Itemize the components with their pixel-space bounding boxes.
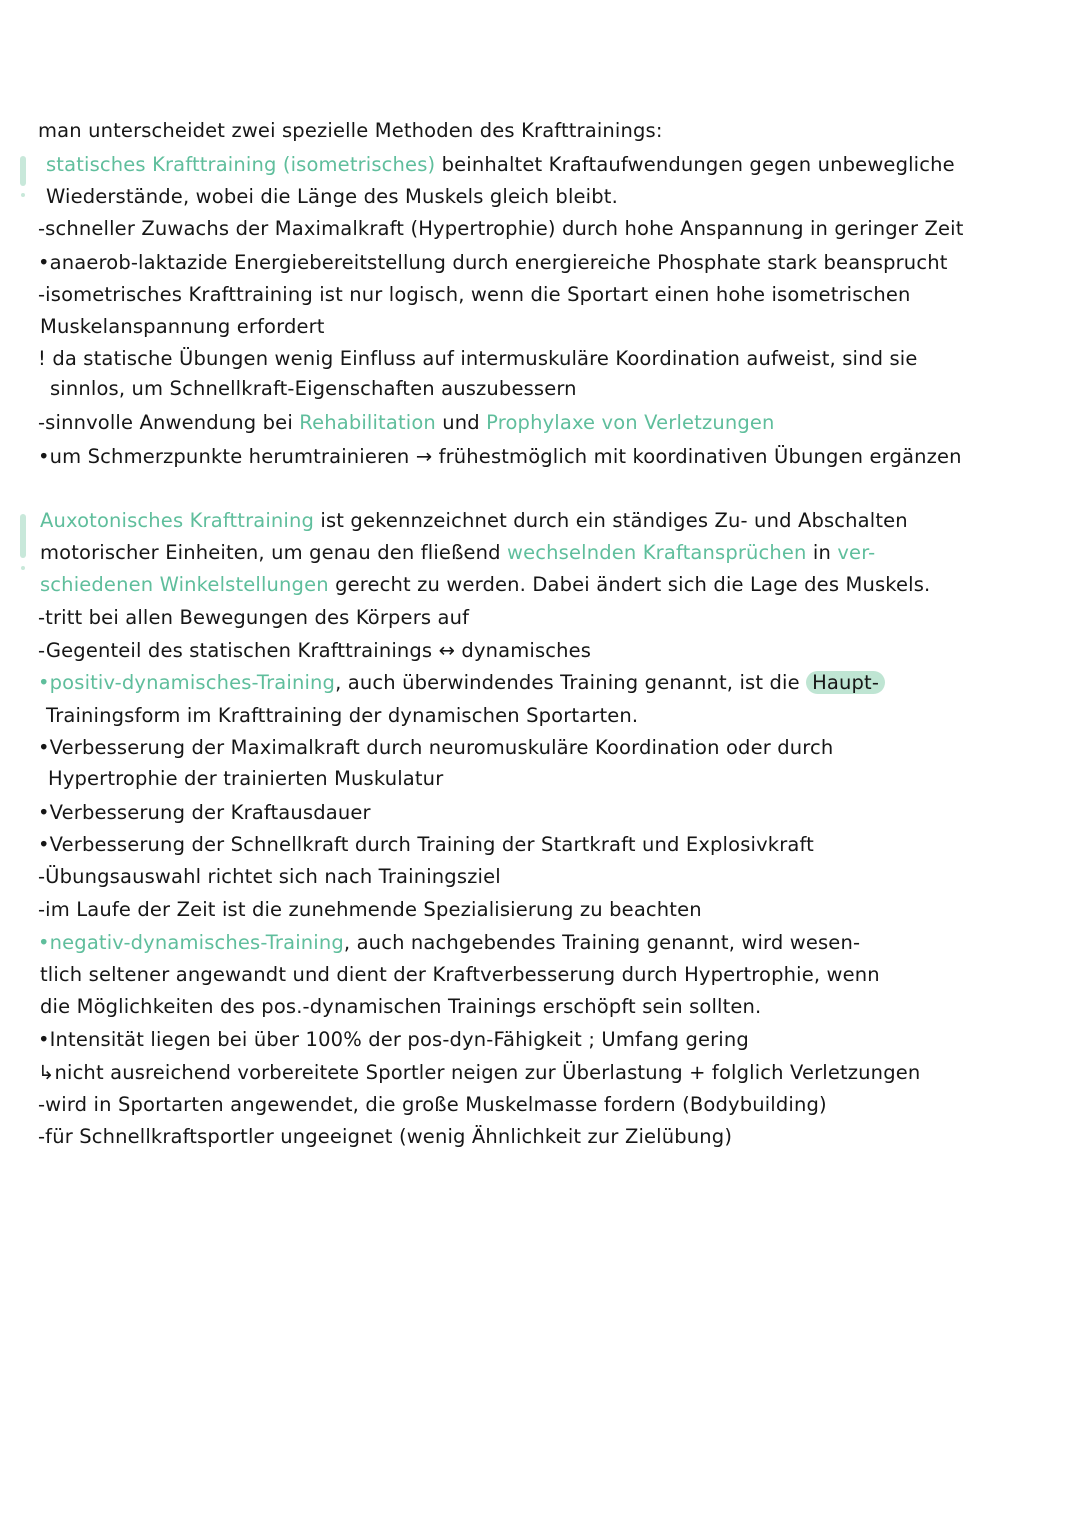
highlighted-term-main: Haupt-	[806, 671, 885, 694]
text: -im Laufe der Zeit ist die zunehmende Spezialisierung zu beachten	[38, 898, 702, 921]
term-angle-positions: ver-	[837, 541, 876, 564]
text: und	[435, 411, 487, 434]
text-line	[38, 1092, 827, 1118]
text: ↳nicht ausreichend vorbereitete Sportler neigen zur Überlastung + folglich Verletzungen	[38, 1061, 921, 1084]
text: •Verbesserung der Maximalkraft durch neuromuskuläre Koordination oder durch	[38, 736, 834, 759]
text-line	[38, 250, 948, 276]
text-line	[38, 832, 814, 858]
text-line	[38, 1027, 749, 1053]
term-changing-force-demands: wechselnden Kraftansprüchen	[507, 541, 807, 564]
text: beinhaltet Kraftaufwendungen gegen unbewegliche	[435, 153, 955, 176]
exclamation-dot-icon	[21, 566, 25, 570]
term-prophylaxis: Prophylaxe von Verletzungen	[486, 411, 775, 434]
text: -schneller Zuwachs der Maximalkraft (Hypertrophie) durch hohe Anspannung in geringer Zeit	[38, 217, 964, 240]
negative-dynamic-line	[38, 930, 860, 956]
text: •um Schmerzpunkte herumtrainieren → frühestmöglich mit koordinativen Übungen ergänzen	[38, 445, 962, 468]
auxotonic-definition-line	[40, 508, 908, 534]
text-line	[40, 994, 761, 1020]
text-line	[38, 282, 911, 308]
text: , auch überwindendes Training genannt, ist die	[335, 671, 807, 694]
text-line	[40, 962, 880, 988]
text-line	[38, 216, 964, 242]
term-rehabilitation: Rehabilitation	[299, 411, 436, 434]
text: Wiederstände, wobei die Länge des Muskels gleich bleibt.	[46, 185, 618, 208]
text-line	[46, 184, 618, 210]
text-line	[38, 897, 702, 923]
text: gerecht zu werden. Dabei ändert sich die Lage des Muskels.	[328, 573, 931, 596]
text: , auch nachgebendes Training genannt, wird wesen-	[343, 931, 861, 954]
text: motorischer Einheiten, um genau den fließend	[40, 541, 508, 564]
exclamation-mark-icon	[20, 156, 26, 186]
positive-dynamic-line	[38, 670, 885, 696]
text-line	[50, 376, 577, 402]
text-line	[38, 605, 469, 631]
text-line	[38, 1060, 920, 1086]
text: ! da statische Übungen wenig Einfluss auf intermuskuläre Koordination aufweist, sind sie	[38, 347, 918, 370]
text-line	[40, 540, 875, 566]
text-line	[46, 703, 638, 729]
text: •anaerob-laktazide Energiebereitstellung durch energiereiche Phosphate stark beansprucht	[38, 251, 948, 274]
text: tlich seltener angewandt und dient der Kraftverbesserung durch Hypertrophie, wenn	[40, 963, 880, 986]
text: •Verbesserung der Kraftausdauer	[38, 801, 371, 824]
term-angle-positions: schiedenen Winkelstellungen	[40, 573, 329, 596]
term-auxotonic-training: Auxotonisches Krafttraining	[40, 509, 315, 532]
text: -isometrisches Krafttraining ist nur logisch, wenn die Sportart einen hohe isometrischen	[38, 283, 911, 306]
text-line	[38, 1124, 732, 1150]
text: -wird in Sportarten angewendet, die große Muskelmasse fordern (Bodybuilding)	[38, 1093, 827, 1116]
text: Trainingsform im Krafttraining der dynamischen Sportarten.	[46, 704, 639, 727]
text: -für Schnellkraftsportler ungeeignet (wenig Ähnlichkeit zur Zielübung)	[38, 1125, 733, 1148]
text-line	[48, 766, 443, 792]
text-line	[38, 638, 591, 664]
text: •Intensität liegen bei über 100% der pos-dyn-Fähigkeit ; Umfang gering	[38, 1028, 749, 1051]
term-positive-dynamic-training: •positiv-dynamisches-Training	[38, 671, 336, 694]
text-line	[40, 572, 930, 598]
text: Muskelanspannung erfordert	[40, 315, 325, 338]
text: •Verbesserung der Schnellkraft durch Training der Startkraft und Explosivkraft	[38, 833, 814, 856]
text: -tritt bei allen Bewegungen des Körpers auf	[38, 606, 470, 629]
text: -Übungsauswahl richtet sich nach Trainingsziel	[38, 865, 501, 888]
term-negative-dynamic-training: •negativ-dynamisches-Training	[38, 931, 344, 954]
text: ist gekennzeichnet durch ein ständiges Zu- und Abschalten	[314, 509, 908, 532]
text: sinnlos, um Schnellkraft-Eigenschaften auszubessern	[50, 377, 577, 400]
text: -Gegenteil des statischen Krafttrainings ↔ dynamisches	[38, 639, 592, 662]
static-definition-line	[46, 152, 955, 178]
text-line	[38, 735, 833, 761]
warning-line	[38, 346, 918, 372]
exclamation-mark-icon	[20, 514, 26, 558]
text: man unterscheidet zwei spezielle Methoden des Krafttrainings:	[38, 119, 663, 142]
text-line	[38, 800, 371, 826]
text-line	[38, 444, 962, 470]
text: -sinnvolle Anwendung bei	[38, 411, 300, 434]
application-line	[38, 410, 775, 436]
text: in	[806, 541, 838, 564]
text: Hypertrophie der trainierten Muskulatur	[48, 767, 444, 790]
term-static-training: statisches Krafttraining (isometrisches)	[46, 153, 436, 176]
text-line	[40, 314, 325, 340]
intro-line	[38, 118, 663, 144]
exclamation-dot-icon	[21, 193, 25, 197]
text-line	[38, 864, 501, 890]
text: die Möglichkeiten des pos.-dynamischen Trainings erschöpft sein sollten.	[40, 995, 762, 1018]
